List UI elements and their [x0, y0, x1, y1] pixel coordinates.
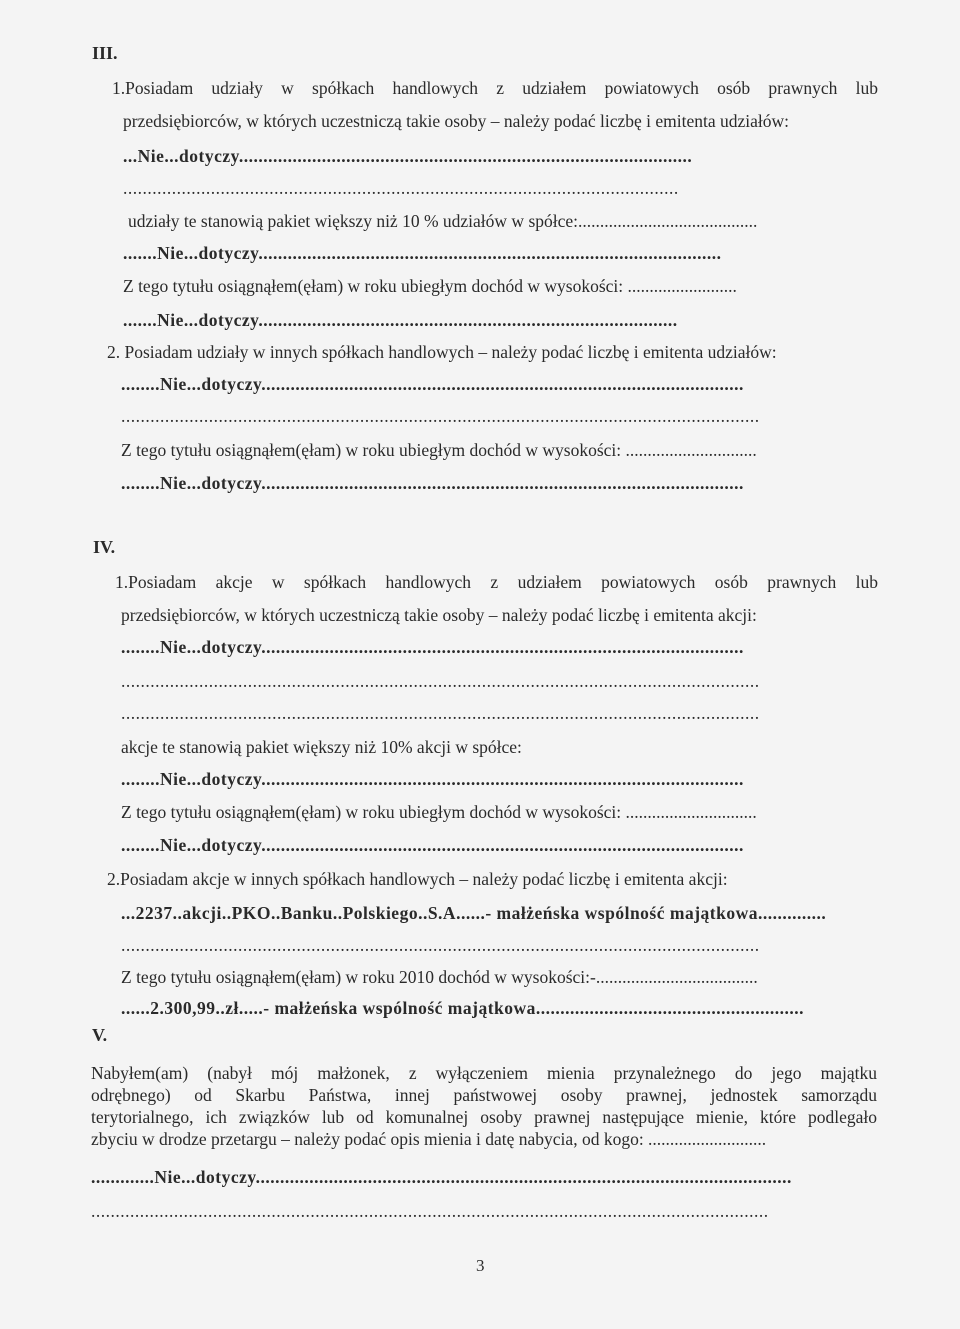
- iii-p1-blank: ..................................................................................................................: [123, 178, 679, 198]
- v-line3: terytorialnego, ich związków lub od komunalnej osoby prawnej następujące mienie, które podlegało: [91, 1107, 877, 1127]
- iii-p1-answer: ...Nie...dotyczy.............................................................................................: [123, 146, 693, 166]
- iii-p1-pakiet: udziały te stanowią pakiet większy niż 10 % udziałów w spółce:.........................................: [128, 211, 758, 231]
- iv-p1-line2: przedsiębiorców, w których uczestniczą takie osoby – należy podać liczbę i emitenta akcji:: [121, 605, 757, 625]
- section-heading-iii: III.: [92, 43, 118, 63]
- iv-p1-blank-1: ...................................................................................................................................: [121, 671, 760, 691]
- v-line1: Nabyłem(am) (nabył mój małżonek, z wyłączeniem mienia przynależnego do jego majątku: [91, 1063, 877, 1083]
- iii-p2-dochod-answer: ........Nie...dotyczy...................................................................................................: [121, 473, 744, 493]
- iii-p1-line2: przedsiębiorców, w których uczestniczą takie osoby – należy podać liczbę i emitenta udziałów:: [123, 111, 790, 131]
- iv-p1-pakiet-answer: ........Nie...dotyczy...................................................................................................: [121, 769, 744, 789]
- iv-p1-line1: 1.Posiadam akcje w spółkach handlowych z udziałem powiatowych osób prawnych lub: [115, 572, 878, 592]
- section-heading-iv: IV.: [93, 537, 116, 557]
- iii-p1-line1: 1.Posiadam udziały w spółkach handlowych z udziałem powiatowych osób prawnych lub: [112, 78, 878, 98]
- v-blank: ...........................................................................................................................................: [91, 1201, 769, 1221]
- v-line2: odrębnego) od Skarbu Państwa, innej państwowej osoby prawnej, jednostek samorządu: [91, 1085, 877, 1105]
- iv-p2-blank: ...................................................................................................................................: [121, 935, 760, 955]
- v-answer: .............Nie...dotyczy..............................................................................................................: [91, 1167, 792, 1187]
- iii-p2-blank: ...................................................................................................................................: [121, 406, 760, 426]
- iii-p1-dochod: Z tego tytułu osiągnąłem(ęłam) w roku ubiegłym dochód w wysokości: .........................: [123, 276, 737, 296]
- iii-p1-dochod-answer: .......Nie...dotyczy......................................................................................: [123, 310, 678, 330]
- iv-p1-blank-2: ...................................................................................................................................: [121, 703, 760, 723]
- iv-p2-answer: ...2237..akcji..PKO..Banku..Polskiego..S.A......- małżeńska wspólność majątkowa..............: [121, 903, 827, 923]
- iv-p1-pakiet: akcje te stanowią pakiet większy niż 10% akcji w spółce:: [121, 737, 522, 757]
- iv-p1-dochod: Z tego tytułu osiągnąłem(ęłam) w roku ubiegłym dochód w wysokości: ..............................: [121, 802, 757, 822]
- iii-p1-pakiet-answer: .......Nie...dotyczy...............................................................................................: [123, 243, 722, 263]
- iii-p2-dochod: Z tego tytułu osiągnąłem(ęłam) w roku ubiegłym dochód w wysokości: ..............................: [121, 440, 757, 460]
- section-heading-v: V.: [92, 1025, 108, 1045]
- iii-p2-answer: ........Nie...dotyczy...................................................................................................: [121, 374, 744, 394]
- iv-p2-dochod: Z tego tytułu osiągnąłem(ęłam) w roku 2010 dochód w wysokości:-.....................................: [121, 967, 758, 987]
- iv-p1-dochod-answer: ........Nie...dotyczy...................................................................................................: [121, 835, 744, 855]
- iv-p2-dochod-answer: ......2.300,99..zł.....- małżeńska wspólność majątkowa.......................................................: [121, 998, 805, 1018]
- v-line4: zbyciu w drodze przetargu – należy podać opis mienia i datę nabycia, od kogo: ...........................: [91, 1129, 767, 1149]
- iv-p2-line: 2.Posiadam akcje w innych spółkach handlowych – należy podać liczbę i emitenta akcji:: [107, 869, 728, 889]
- page-number: 3: [476, 1256, 485, 1275]
- iii-p2-line: 2. Posiadam udziały w innych spółkach handlowych – należy podać liczbę i emitenta udziałów:: [107, 342, 777, 362]
- iv-p1-answer: ........Nie...dotyczy...................................................................................................: [121, 637, 744, 657]
